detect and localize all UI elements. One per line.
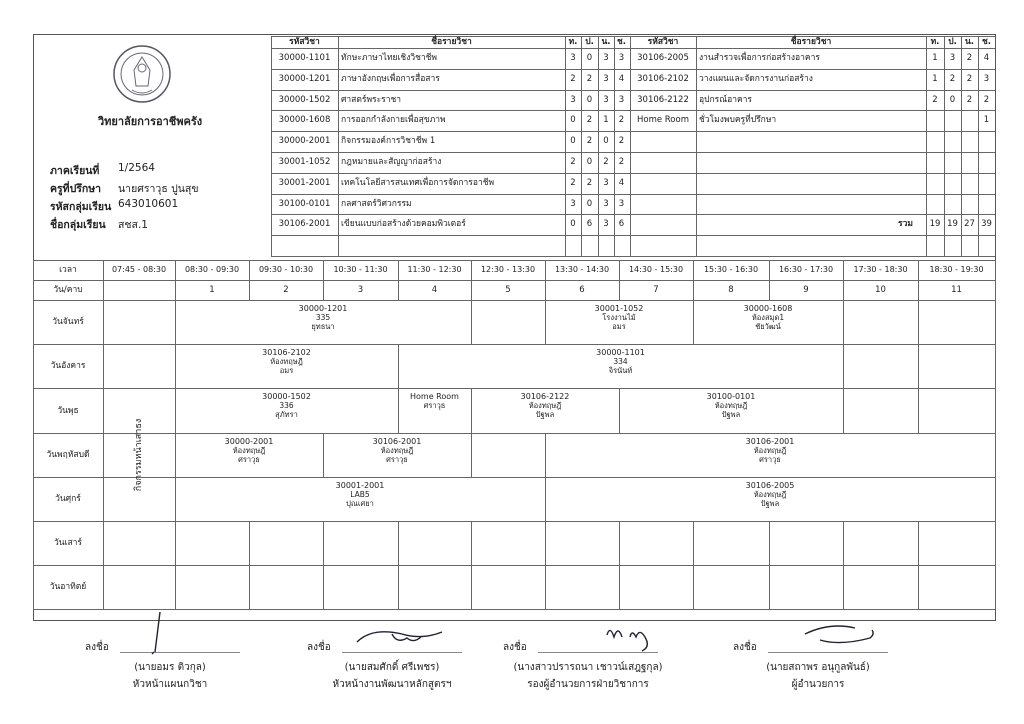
course-p: 2 [949, 73, 956, 84]
entry-teacher: ศราวุธ [423, 401, 446, 411]
grid-line [398, 521, 399, 565]
schedule-entry [545, 481, 995, 508]
entry-room: โรงงานไม้ [602, 313, 636, 322]
grid-line [249, 565, 250, 609]
entry-code: 30000-2001 [224, 436, 274, 446]
course-code: 30106-2122 [637, 94, 689, 105]
course-name: เทคโนโลยีสารสนเทศเพื่อการจัดการอาชีพ [341, 177, 495, 188]
schedule-entry [545, 437, 995, 464]
course-p: 0 [586, 157, 593, 167]
time-slot: 12:30 - 13:30 [480, 265, 536, 274]
course-p: 0 [586, 198, 593, 209]
course-t: 0 [570, 115, 576, 126]
grid-line [995, 260, 996, 609]
grid-line [271, 110, 995, 111]
time-label: เวลา [59, 265, 77, 275]
course-header-code: รหัสวิชา [289, 37, 320, 47]
course-name: กิจกรรมองค์การวิชาชีพ 1 [341, 136, 436, 147]
grid-line [33, 388, 995, 389]
course-p: 0 [586, 53, 593, 63]
grid-line [271, 256, 995, 257]
period-number: 3 [357, 285, 364, 295]
grid-line [33, 280, 995, 281]
entry-code: 30001-1052 [594, 304, 644, 313]
course-n: 3 [603, 177, 609, 188]
grid-line [271, 90, 995, 91]
grid-line [843, 388, 844, 432]
course-c: 2 [618, 136, 625, 147]
signature-prefix: ลงชื่อ [733, 642, 757, 653]
period-number: 5 [505, 285, 511, 295]
course-n: 2 [966, 73, 973, 84]
grid-line [33, 260, 34, 609]
course-n: 2 [966, 94, 973, 105]
entry-room: 335 [315, 313, 331, 322]
course-t: 3 [570, 53, 576, 63]
course-name: ศาสตร์พระราชา [341, 94, 402, 105]
time-slot: 13:30 - 14:30 [554, 265, 610, 274]
grid-line [471, 300, 472, 344]
course-code: 30106-2001 [278, 219, 331, 230]
grid-line [33, 344, 995, 345]
schedule-entry [175, 348, 398, 375]
entry-code: Home Room [410, 392, 459, 402]
day-label: วันพุธ [57, 405, 79, 416]
course-name: ทักษะภาษาไทยเชิงวิชาชีพ [341, 53, 438, 63]
course-c: 2 [618, 115, 625, 126]
signer-name: (นางสาวปรารถนา เชาวน์เสฎฐกุล) [513, 662, 663, 673]
time-slot: 07:45 - 08:30 [111, 265, 167, 274]
grid-line [918, 300, 919, 344]
grid-line [271, 194, 995, 195]
time-slot: 11:30 - 12:30 [407, 265, 462, 274]
grid-line [471, 565, 472, 609]
course-header-c: ช. [617, 37, 626, 47]
signer-title: รองผู้อำนวยการฝ่ายวิชาการ [527, 679, 649, 690]
course-p: 2 [586, 177, 593, 188]
schedule-entry [693, 304, 843, 331]
grid-line [918, 344, 919, 388]
entry-code: 30106-2001 [745, 436, 795, 446]
course-n: 0 [603, 136, 609, 147]
time-slot: 09:30 - 10:30 [258, 265, 314, 274]
signature-prefix: ลงชื่อ [503, 642, 527, 653]
course-n: 2 [603, 157, 609, 167]
course-c: 3 [618, 198, 625, 209]
entry-teacher: ศราวุธ [238, 454, 260, 464]
schedule-entry [323, 437, 471, 464]
course-name: กลศาสตร์วิศวกรรม [341, 198, 412, 209]
grid-line [271, 69, 995, 70]
grid-line [619, 521, 620, 565]
entry-teacher: อมร [279, 366, 294, 376]
course-n: 1 [603, 115, 609, 126]
course-name: เขียนแบบก่อสร้างด้วยคอมพิวเตอร์ [341, 219, 466, 230]
grid-line [696, 36, 697, 256]
day-label: วันจันทร์ [52, 317, 84, 328]
course-header-n: น. [601, 37, 611, 47]
schedule-entry [398, 348, 843, 375]
info-label: ครูที่ปรึกษา [50, 183, 102, 195]
grid-line [693, 565, 694, 609]
signer-name: (นายสถาพร อนุกูลพันธ์) [766, 662, 870, 673]
course-code: 30001-2001 [278, 177, 331, 188]
totals-t: 19 [929, 219, 941, 230]
course-t: 3 [570, 94, 576, 105]
period-number: 9 [803, 285, 809, 295]
school-logo [112, 44, 172, 104]
course-header-p: ป. [948, 37, 957, 47]
entry-room: 336 [279, 401, 294, 411]
day-label: วันอาทิตย์ [49, 582, 87, 593]
signature-prefix: ลงชื่อ [85, 642, 109, 653]
schedule-entry [175, 304, 471, 331]
entry-teacher: ปัฐพล [760, 498, 780, 508]
entry-room: ห้องทฤษฎี [232, 445, 266, 455]
period-number: 10 [875, 285, 886, 295]
entry-teacher: จิรนันท์ [608, 366, 633, 376]
course-p: 0 [586, 94, 593, 105]
schedule-entry [175, 481, 545, 508]
entry-teacher: ยุทธนา [311, 322, 335, 331]
course-t: 2 [570, 177, 576, 188]
period-number: 2 [283, 285, 289, 295]
schedule-entry [471, 392, 619, 419]
course-c: 4 [618, 73, 625, 84]
grid-line [693, 521, 694, 565]
grid-line [33, 260, 995, 261]
course-code: 30106-2102 [637, 73, 689, 84]
course-n: 3 [603, 94, 609, 105]
info-label: รหัสกลุ่มเรียน [50, 201, 112, 213]
entry-teacher: ปุณเศยา [346, 498, 374, 508]
course-name: อุปกรณ์อาคาร [699, 94, 753, 105]
course-c: 4 [618, 177, 625, 188]
grid-line [33, 300, 995, 301]
entry-teacher: ปัฐพล [535, 410, 555, 420]
entry-room: ห้องทฤษฎี [528, 401, 562, 411]
grid-line [843, 565, 844, 609]
course-t: 0 [570, 136, 576, 147]
time-slot: 16:30 - 17:30 [778, 265, 834, 274]
entry-room: ห้องทฤษฎี [753, 445, 787, 455]
entry-teacher: ปัฐพล [721, 410, 741, 420]
course-name: กฎหมายและสัญญาก่อสร้าง [341, 157, 442, 167]
time-slot: 15:30 - 16:30 [703, 265, 759, 274]
grid-line [918, 521, 919, 565]
totals-c: 39 [981, 219, 992, 230]
entry-room: ห้องสมุด1 [751, 313, 785, 322]
time-slot: 10:30 - 11:30 [333, 265, 388, 274]
course-code: 30000-1502 [278, 94, 331, 105]
course-c: 3 [618, 53, 625, 63]
entry-room: 334 [613, 357, 628, 367]
grid-line [323, 521, 324, 565]
period-label: วัน/คาบ [53, 285, 83, 295]
course-code: 30000-2001 [278, 136, 331, 147]
course-p: 2 [586, 115, 593, 126]
course-code: 30001-1052 [278, 157, 331, 167]
entry-teacher: สุภัทรา [275, 410, 298, 420]
handwritten-signature [800, 620, 900, 665]
grid-line [338, 36, 339, 256]
entry-code: 30106-2005 [745, 480, 795, 490]
entry-code: 30106-2122 [520, 392, 570, 402]
period-number: 6 [579, 285, 585, 295]
info-value: 643010601 [118, 198, 179, 210]
info-label: ชื่อกลุ่มเรียน [50, 219, 106, 231]
school-name: วิทยาลัยการอาชีพครัง [98, 115, 203, 128]
course-c: 2 [983, 94, 990, 105]
info-value: 1/2564 [118, 162, 155, 174]
course-n: 3 [603, 53, 609, 63]
course-header-name: ชื่อรายวิชา [431, 37, 472, 47]
entry-room: ห้องทฤษฎี [380, 445, 414, 455]
course-code: 30000-1608 [278, 115, 331, 126]
grid-line [471, 521, 472, 565]
signer-name: (นายอมร ติวกุล) [134, 662, 206, 673]
signature-prefix: ลงชื่อ [307, 642, 331, 653]
grid-line [619, 565, 620, 609]
time-slot: 08:30 - 09:30 [184, 265, 240, 274]
grid-line [271, 48, 995, 49]
grid-line [271, 235, 995, 236]
time-slot: 18:30 - 19:30 [929, 265, 984, 274]
schedule-entry [175, 392, 398, 419]
course-code: 30100-0101 [278, 198, 331, 209]
info-label: ภาคเรียนที่ [50, 165, 100, 177]
grid-line [271, 131, 995, 132]
course-name: ภาษาอังกฤษเพื่อการสื่อสาร [341, 73, 440, 84]
course-header-name: ชื่อรายวิชา [790, 37, 832, 47]
grid-line [843, 344, 844, 388]
course-name: งานสำรวจเพื่อการก่อสร้างอาคาร [699, 53, 820, 63]
schedule-entry [545, 304, 693, 331]
grid-line [918, 565, 919, 609]
info-value: สชส.1 [118, 219, 148, 231]
schedule-entry [398, 392, 471, 410]
period-number: 7 [653, 285, 659, 295]
entry-code: 30000-1201 [298, 304, 348, 313]
entry-room: ห้องทฤษฎี [753, 489, 787, 499]
entry-room: ห้องทฤษฎี [714, 401, 748, 411]
grid-line [33, 521, 995, 522]
course-p: 3 [949, 53, 956, 63]
course-t: 3 [570, 198, 576, 209]
entry-teacher: ศราวุธ [386, 454, 408, 464]
schedule-entry [175, 437, 323, 464]
day-label: วันเสาร์ [53, 538, 82, 549]
time-slot: 17:30 - 18:30 [853, 265, 908, 274]
grid-line [103, 260, 104, 609]
course-n: 3 [603, 73, 609, 84]
course-name: การออกกำลังกายเพื่อสุขภาพ [341, 115, 446, 126]
day-label: วันพฤหัสบดี [46, 449, 90, 460]
grid-line [33, 433, 995, 434]
course-c: 3 [618, 94, 625, 105]
course-c: 3 [983, 73, 990, 84]
course-c: 1 [983, 115, 990, 126]
entry-teacher: ศราวุธ [759, 454, 781, 464]
period-number: 1 [209, 285, 215, 295]
grid-line [33, 609, 995, 610]
course-n: 3 [603, 198, 609, 209]
grid-line [271, 152, 995, 153]
grid-line [843, 521, 844, 565]
course-header-code: รหัสวิชา [647, 37, 679, 47]
day-label: วันอังคาร [50, 361, 86, 372]
entry-room: ห้องทฤษฎี [270, 357, 303, 367]
period-number: 11 [951, 285, 962, 295]
course-name: ชั่วโมงพบครูที่ปรึกษา [699, 115, 777, 126]
period-number: 8 [728, 285, 734, 295]
entry-teacher: อมร [612, 322, 626, 331]
totals-n: 27 [964, 219, 975, 230]
grid-line [630, 36, 631, 256]
handwritten-signature [602, 625, 702, 670]
course-header-t: ท. [930, 37, 940, 47]
course-code: 30000-1101 [278, 53, 331, 63]
course-code: Home Room [636, 115, 689, 126]
morning-activity-label: กิจกรรมหน้าเสาธง [134, 418, 144, 491]
course-code: 30000-1201 [278, 73, 331, 84]
course-code: 30106-2005 [637, 53, 689, 63]
course-t: 2 [570, 73, 576, 84]
entry-code: 30001-2001 [335, 480, 385, 490]
handwritten-signature [352, 622, 452, 667]
course-header-t: ท. [568, 37, 578, 47]
handwritten-signature [130, 612, 230, 657]
grid-line [769, 521, 770, 565]
course-t: 0 [570, 219, 576, 230]
course-c: 6 [618, 219, 625, 230]
signer-title: หัวหน้างานพัฒนาหลักสูตรฯ [332, 679, 452, 690]
grid-line [323, 565, 324, 609]
info-value: นายศราวุธ ปูนสุข [118, 183, 199, 195]
course-t: 2 [570, 157, 576, 167]
grid-line [545, 521, 546, 565]
course-c: 4 [983, 53, 990, 63]
course-header-p: ป. [585, 37, 594, 47]
grid-line [471, 433, 472, 477]
course-t: 2 [932, 94, 938, 105]
grid-line [271, 214, 995, 215]
grid-line [769, 565, 770, 609]
grid-line [249, 521, 250, 565]
entry-code: 30000-1608 [743, 304, 793, 313]
entry-code: 30100-0101 [706, 392, 756, 402]
period-number: 4 [431, 285, 438, 295]
course-c: 2 [618, 157, 625, 167]
time-slot: 14:30 - 15:30 [628, 265, 684, 274]
course-p: 0 [949, 94, 956, 105]
signer-title: ผู้อำนวยการ [791, 679, 845, 690]
grid-line [843, 300, 844, 344]
course-t: 1 [932, 73, 938, 84]
entry-code: 30000-1101 [596, 348, 645, 358]
schedule-entry [619, 392, 843, 419]
course-n: 3 [603, 219, 609, 230]
grid-line [545, 565, 546, 609]
entry-code: 30106-2001 [372, 436, 422, 446]
grid-line [33, 477, 995, 478]
course-name: วางแผนและจัดการงานก่อสร้าง [699, 73, 813, 84]
grid-line [271, 173, 995, 174]
grid-line [398, 565, 399, 609]
entry-teacher: ชัยวัฒน์ [755, 322, 781, 331]
day-label: วันศุกร์ [55, 493, 81, 504]
course-p: 6 [586, 219, 593, 230]
course-n: 2 [966, 53, 973, 63]
course-t: 1 [932, 53, 938, 63]
grid-line [33, 565, 995, 566]
course-p: 2 [586, 73, 593, 84]
entry-code: 30000-1502 [262, 392, 311, 402]
totals-p: 19 [947, 219, 958, 230]
course-p: 2 [586, 136, 593, 147]
course-header-n: น. [964, 37, 975, 47]
grid-line [918, 388, 919, 432]
course-header-c: ช. [982, 37, 991, 47]
entry-room: LAB5 [350, 489, 370, 499]
entry-code: 30106-2102 [262, 348, 311, 358]
signer-title: หัวหน้าแผนกวิชา [132, 679, 208, 690]
signer-name: (นายสมศักดิ์ ศรีเพชร) [344, 662, 440, 673]
totals-label: รวม [898, 219, 913, 230]
